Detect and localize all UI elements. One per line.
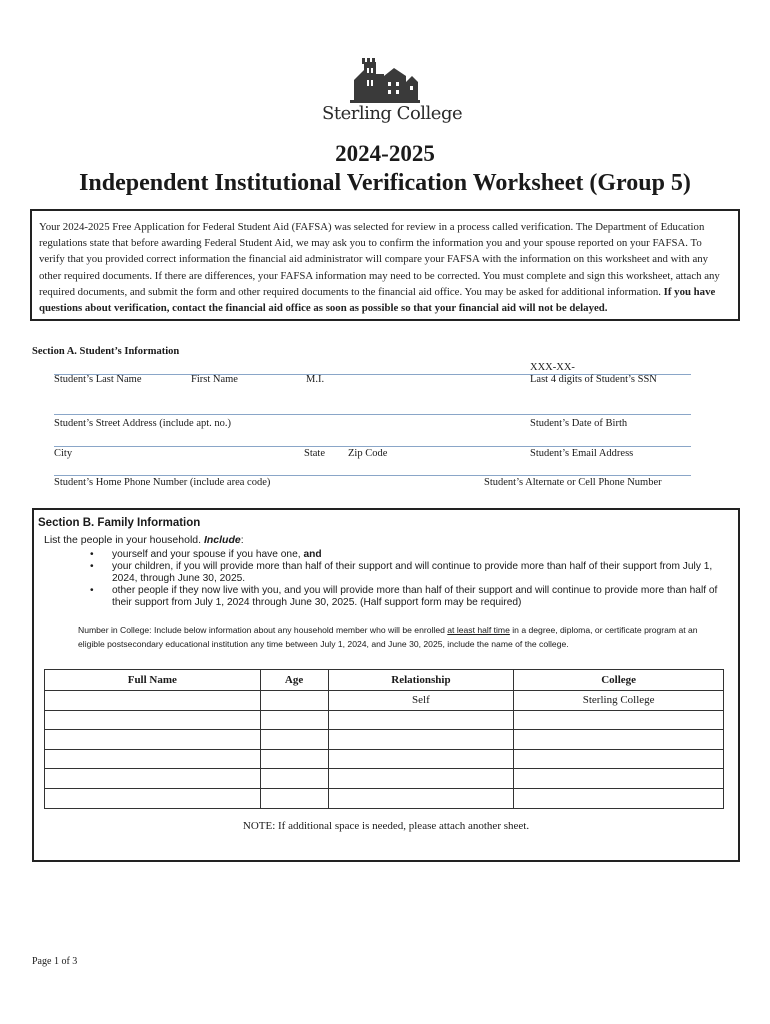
table-cell[interactable]	[260, 788, 328, 808]
intro-suffix: :	[240, 534, 244, 546]
table-cell[interactable]	[328, 788, 514, 808]
document-year: 2024-2025	[335, 141, 435, 166]
table-cell[interactable]	[328, 730, 514, 750]
intro-box	[30, 209, 740, 321]
table-row	[45, 769, 724, 789]
phone-line[interactable]	[54, 475, 691, 476]
page-number: Page 1 of 3	[32, 956, 78, 967]
list-item	[90, 549, 726, 561]
intro-prefix: List the people in your household.	[44, 534, 202, 546]
table-row	[45, 788, 724, 808]
table-cell[interactable]	[328, 710, 514, 730]
table-cell[interactable]	[260, 730, 328, 750]
table-cell[interactable]	[514, 769, 724, 789]
table-cell[interactable]	[260, 769, 328, 789]
alt-phone-label: Student’s Alternate or Cell Phone Number	[484, 477, 662, 488]
bullet-text: yourself and your spouse if you have one,	[112, 549, 301, 560]
college-logo	[318, 56, 463, 130]
home-phone-label: Student’s Home Phone Number (include area code)	[54, 477, 271, 488]
family-table	[44, 669, 724, 809]
last-name-label: Student’s Last Name	[54, 374, 142, 385]
bullet-text: other people if they now live with you, and you will provide more than half of their support and will continue to provide more than half of their support from July 1, 2024 through June 30, 2025. (Half support form may be required)	[112, 585, 718, 608]
mi-label: M.I.	[306, 374, 325, 385]
header-age: Age	[260, 670, 328, 691]
list-item	[90, 585, 726, 609]
zip-label: Zip Code	[348, 448, 388, 459]
cell-full-name[interactable]	[45, 691, 261, 711]
section-a-title: Section A. Student’s Information	[32, 346, 180, 357]
bullet-dot: •	[90, 585, 94, 596]
cell-age[interactable]	[260, 691, 328, 711]
additional-space-note: NOTE: If additional space is needed, please attach another sheet.	[242, 820, 530, 832]
table-header-row	[45, 670, 724, 691]
header-relationship: Relationship	[328, 670, 514, 691]
intro-text: Your 2024-2025 Free Application for Federal Student Aid (FAFSA) was selected for review in a process called verification. The Department of Education regulations state that before awarding Federal Student Aid, we may ask you to confirm the information you and your spouse reported on your FAFSA. To verify that you provided correct information the financial aid administrator will compare your FAFSA with the information on this worksheet and with any other required documents. If there are differences, your FAFSA information may need to be corrected. You must complete and sign this worksheet, attach any required documents, and submit the form and other required documents to the financial aid office. You may be asked for additional information.	[39, 221, 720, 298]
table-cell[interactable]	[514, 749, 724, 769]
table-row	[45, 691, 724, 711]
bullet-text: your children, if you will provide more than half of their support and will continue to provide more than half of their support from July 1, 2024, through June 30, 2025.	[112, 561, 713, 584]
table-cell[interactable]	[260, 710, 328, 730]
intro-emphasis: Include	[203, 534, 241, 546]
city-label: City	[54, 448, 73, 459]
note-pre: Number in College: Include below information about any household member who will be enrolled	[78, 625, 445, 635]
list-item	[90, 561, 726, 585]
table-row	[45, 730, 724, 750]
section-b-box	[32, 508, 740, 862]
table-row	[45, 749, 724, 769]
table-cell[interactable]	[514, 730, 724, 750]
table-cell[interactable]	[45, 730, 261, 750]
intro-bold-text: If you have questions about verification, contact the financial aid office as soon as possible so that your financial aid will not be delayed.	[39, 285, 716, 315]
bullet-dot: •	[90, 549, 94, 560]
street-label: Student’s Street Address (include apt. no.)	[54, 418, 232, 429]
document-title: Independent Institutional Verification Worksheet (Group 5)	[79, 170, 691, 196]
section-b-intro	[44, 534, 244, 546]
table-cell[interactable]	[260, 749, 328, 769]
number-in-college-note	[78, 624, 698, 651]
bullet-dot: •	[90, 561, 94, 572]
table-cell[interactable]	[45, 710, 261, 730]
table-cell[interactable]	[45, 788, 261, 808]
city-line[interactable]	[54, 446, 691, 447]
note-post: in a degree, diploma, or certificate program at an eligible postsecondary educational institution any time between July 1, 2024, and June 30, 2025, include the name of the college.	[78, 625, 698, 649]
header-college: College	[514, 670, 724, 691]
dob-label: Student’s Date of Birth	[530, 418, 628, 429]
table-cell[interactable]	[514, 710, 724, 730]
address-line[interactable]	[54, 414, 691, 415]
state-label: State	[304, 448, 325, 459]
email-label: Student’s Email Address	[530, 448, 634, 459]
table-cell[interactable]	[328, 749, 514, 769]
first-name-label: First Name	[191, 374, 238, 385]
table-cell[interactable]	[328, 769, 514, 789]
header-full-name: Full Name	[45, 670, 261, 691]
table-cell[interactable]	[514, 788, 724, 808]
household-bullets	[90, 549, 726, 609]
table-cell[interactable]	[45, 749, 261, 769]
college-building-icon	[350, 56, 420, 108]
logo-wordmark: Sterling College	[322, 103, 463, 124]
ssn-prefix: XXX-XX-	[530, 362, 575, 373]
section-b-title: Section B. Family Information	[38, 517, 201, 529]
cell-relationship[interactable]: Self	[328, 691, 514, 711]
table-row	[45, 710, 724, 730]
note-underline: at least half time	[447, 625, 510, 635]
ssn-label: Last 4 digits of Student’s SSN	[530, 374, 657, 385]
bullet-bold: and	[303, 549, 322, 560]
table-cell[interactable]	[45, 769, 261, 789]
cell-college[interactable]: Sterling College	[514, 691, 724, 711]
